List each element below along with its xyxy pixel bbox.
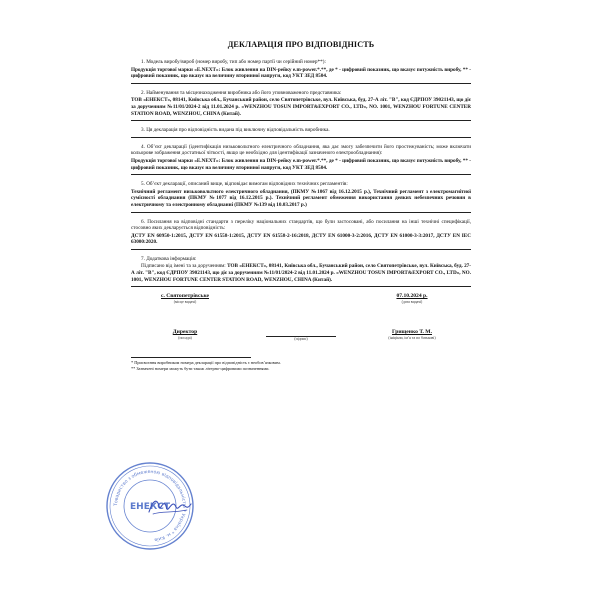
divider <box>131 137 471 138</box>
divider <box>131 83 471 84</box>
section-5-value: Технічний регламент низьковольтного електричного обладнання, (ПКМУ №1067 від 16.12.2015 р.), Технічний регламент з електромагнітної сумісності обладнання (ПКМУ №1077 від 16.12.2015 р.). Технічний регламент обмеження використання деяких небезпечних речовин в електричному та електронному обладнанні (ПКМУ №139 від 10.03.2017 р.) <box>131 188 471 208</box>
declaration-page <box>131 40 471 371</box>
footnote-divider <box>131 357 251 358</box>
position-value: Директор <box>172 329 198 336</box>
position-caption: (посада) <box>178 335 192 340</box>
divider <box>131 212 471 213</box>
date-caption: (дата видачі) <box>401 299 423 304</box>
section-4-value: Продукція торгової марки «E.NEXT»: Блок живлення на DIN-рейку e.m-power.*.**, де * - цифровий показник, що вказує потужність виробу, ** - цифровий показник, що вказує на величину вторинної напруги, код УКТ ЗЕД 8504. <box>131 157 471 171</box>
section-4 <box>131 144 471 175</box>
section-1-value: Продукція торгової марки «E.NEXT»: Блок живлення на DIN-рейку e.m-power.*.**, де * - цифровий показник, що вказує потужність виробу, ** - цифровий показник, що вказує на величину вторинної напруги, код УКТ ЗЕД 8504. <box>131 66 471 80</box>
handwritten-signature <box>147 496 193 518</box>
name-value: Грищенко Т. М. <box>392 329 432 336</box>
place-caption: (місце видачі) <box>173 299 197 304</box>
section-7-label: 7. Додаткова інформація: <box>141 255 197 262</box>
section-3-label: 3. Ця декларація про відповідність видана під виключну відповідальність виробника. <box>141 127 330 134</box>
section-2 <box>131 90 471 121</box>
divider <box>131 249 471 250</box>
section-2-label: 2. Найменування та місцезнаходження виробника або його уповноваженого представника: <box>141 89 342 96</box>
name-caption: (ініціали, ім’я та по батькові) <box>388 335 436 340</box>
section-5 <box>131 181 471 212</box>
place-date-row <box>131 293 471 319</box>
footnotes <box>131 357 471 371</box>
section-1-label: 1. Модель виробу/вироб (номер виробу, тип або номер партії чи серійний номер**): <box>141 59 326 65</box>
divider <box>131 174 471 175</box>
section-7-text <box>131 263 471 283</box>
divider <box>131 120 471 121</box>
place-value: с. Святопетрівське <box>160 293 210 300</box>
position-block <box>135 329 235 341</box>
section-7 <box>131 256 471 287</box>
section-2-value: ТОВ «ЕНЕКСТ», 08141, Київська обл., Бучанський район, село Святопетрівське, вул. Київська, буд. 27-А літ. "В", код ЄДРПОУ 39021143, що діє за дорученням №11/01/2024-2 від 11.01.2024 р. «WENZHOU TOSUN IMPORT&EXPORT CO., LTD», NO. 1001, WENZHOU FORTUNE CENTER STATION ROAD, WENZHOU, CHINA (Китай). <box>131 97 471 117</box>
section-6-value: ДСТУ EN 60950-1:2015, ДСТУ EN 61558-1:2015, ДСТУ EN 61558-2-16:2018, ДСТУ EN 61000-3-2:2016, ДСТУ EN 61000-3-3:2017, ДСТУ EN IEC 63000:2020. <box>131 232 471 246</box>
section-6-label: 6. Посилання на відповідні стандарти з переліку національних стандартів, що були застосовані, або посилання на інші технічні специфікації, стосовно яких декларується відповідність: <box>131 218 471 232</box>
section-7-intro: Підписано від імені та за дорученням: <box>141 263 226 270</box>
section-6 <box>131 219 471 250</box>
signature-block <box>261 329 341 342</box>
footnote-2: ** Зазначені номери можуть бути також літерно-цифровими позначеннями. <box>131 365 270 371</box>
date-block <box>357 293 467 305</box>
stamp-center-text: ЕНЕКСТ <box>130 502 170 512</box>
section-7-value: ТОВ «ЕНЕКСТ», 08141, Київська обл., Бучанський район, село Святопетрівське, вул. Київська, буд. 27-А літ. "В", код ЄДРПОУ 39021143, що діє за дорученням №11/01/2024-2 від 11.01.2024 р. «WENZHOU TOSUN IMPORT&EXPORT CO., LTD», NO. 1001, WENZHOU FORTUNE CENTER STATION ROAD, WENZHOU, CHINA (Китай). <box>131 263 471 283</box>
divider <box>131 286 471 287</box>
footnote-1: * Присвоєння виробником номера декларації про відповідність є необов’язковим. <box>131 360 281 366</box>
stamp-ring-text: Товариство з обмеженою відповідальністю * Україна * м. Київ <box>113 469 187 542</box>
page-title: ДЕКЛАРАЦІЯ ПРО ВІДПОВІДНІСТЬ <box>227 40 375 49</box>
place-block <box>135 293 235 305</box>
name-block <box>357 329 467 341</box>
section-4-label: 4. Об’єкт декларації (ідентифікація низьковольтного електричного обладнання, яка дає змогу забезпечити його простежуваність; може включати кольорове зображення достатньої чіткості, якщо це необхідно для ідентифікації зазначеного електрообладнання): <box>131 143 471 157</box>
section-3 <box>131 127 471 138</box>
section-1 <box>131 59 471 84</box>
section-5-label: 5. Об’єкт декларації, описаний вище, відповідає вимогам відповідних технічних регламентів: <box>141 181 348 188</box>
signatory-row <box>131 329 471 351</box>
signature-caption: (підпис) <box>294 337 308 342</box>
date-value: 07.10.2024 р. <box>396 293 428 300</box>
